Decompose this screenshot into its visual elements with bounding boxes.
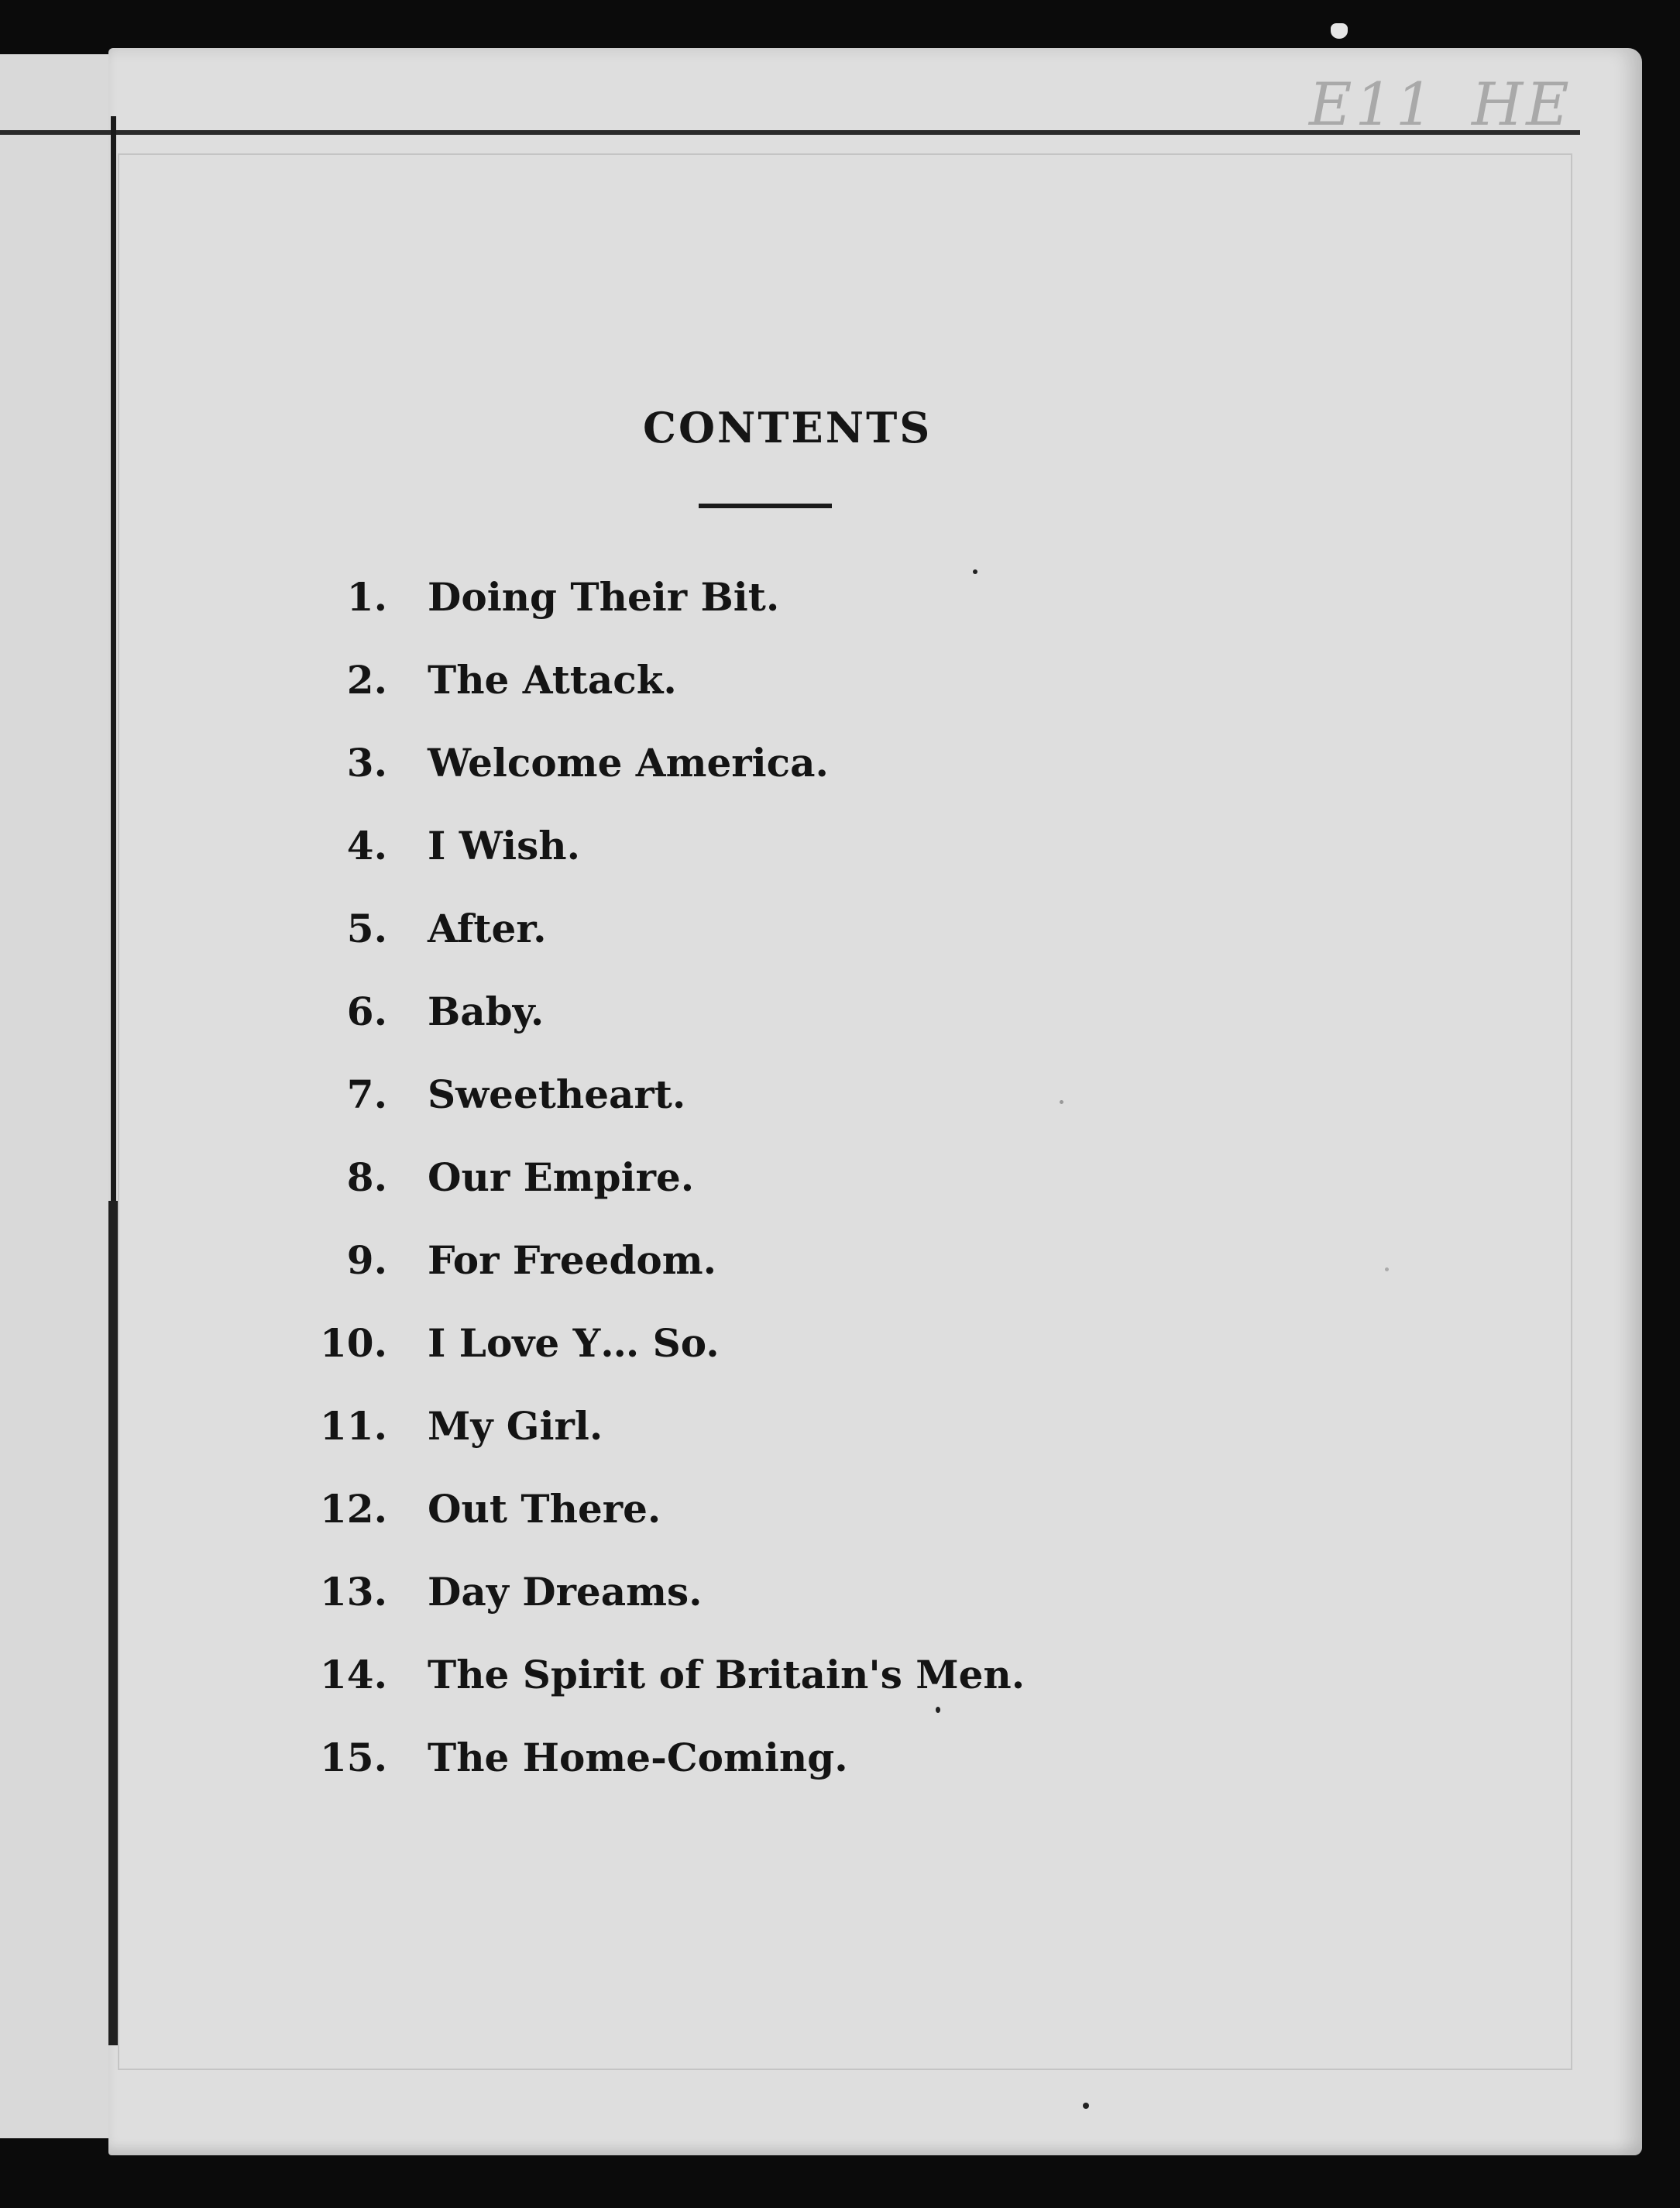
title-underline <box>699 504 832 508</box>
entry-title: My Girl. <box>428 1403 603 1449</box>
entry-title: Our Empire. <box>428 1154 695 1200</box>
entry-title: The Home-Coming. <box>428 1735 848 1780</box>
contents-entry <box>294 976 1379 1059</box>
contents-list <box>294 562 1379 1805</box>
contents-entry <box>294 1059 1379 1142</box>
entry-number: 8. <box>346 1154 387 1200</box>
contents-entry <box>294 810 1379 893</box>
dust-speck <box>1331 23 1348 39</box>
dust-speck <box>936 1707 940 1713</box>
entry-title: Sweetheart. <box>428 1071 686 1117</box>
contents-entry <box>294 1142 1379 1225</box>
entry-number: 13. <box>320 1569 387 1615</box>
entry-number: 1. <box>346 574 387 620</box>
entry-number: 4. <box>346 823 387 868</box>
entry-number: 5. <box>346 906 387 951</box>
entry-number: 15. <box>320 1735 387 1780</box>
entry-title: The Spirit of Britain's Men. <box>428 1652 1026 1697</box>
entry-title: I Love Y… So. <box>428 1320 720 1366</box>
entry-title: Welcome America. <box>428 740 829 786</box>
pencil-mark: HE <box>1472 70 1572 139</box>
entry-number: 2. <box>346 657 387 703</box>
contents-entry <box>294 893 1379 976</box>
contents-entry <box>294 1474 1379 1556</box>
entry-title: After. <box>428 906 547 951</box>
dust-speck <box>973 569 977 574</box>
entry-number: 14. <box>320 1652 387 1697</box>
dust-speck <box>1083 2103 1089 2109</box>
contents-entry <box>294 1722 1379 1805</box>
contents-entry <box>294 1639 1379 1722</box>
entry-title: I Wish. <box>428 823 580 868</box>
dust-speck <box>1385 1267 1389 1271</box>
entry-number: 9. <box>346 1237 387 1283</box>
entry-number: 6. <box>346 989 387 1034</box>
entry-title: Doing Their Bit. <box>428 574 780 620</box>
page-title: CONTENTS <box>643 403 933 452</box>
entry-number: 3. <box>346 740 387 786</box>
facing-page-edge <box>0 54 116 2138</box>
entry-title: For Freedom. <box>428 1237 717 1283</box>
dust-speck <box>1060 1100 1063 1104</box>
contents-entry <box>294 1308 1379 1391</box>
contents-entry <box>294 562 1379 645</box>
contents-entry <box>294 1225 1379 1308</box>
pencil-mark: E11 <box>1309 70 1437 139</box>
entry-number: 12. <box>320 1486 387 1532</box>
contents-entry <box>294 727 1379 810</box>
entry-number: 11. <box>320 1403 387 1449</box>
entry-number: 10. <box>320 1320 387 1366</box>
entry-title: Day Dreams. <box>428 1569 703 1615</box>
spine-shadow <box>108 1201 118 2045</box>
entry-title: Out There. <box>428 1486 661 1532</box>
entry-number: 7. <box>346 1071 387 1117</box>
contents-entry <box>294 645 1379 727</box>
entry-title: Baby. <box>428 989 545 1034</box>
entry-title: The Attack. <box>428 657 677 703</box>
contents-entry <box>294 1556 1379 1639</box>
contents-entry <box>294 1391 1379 1474</box>
